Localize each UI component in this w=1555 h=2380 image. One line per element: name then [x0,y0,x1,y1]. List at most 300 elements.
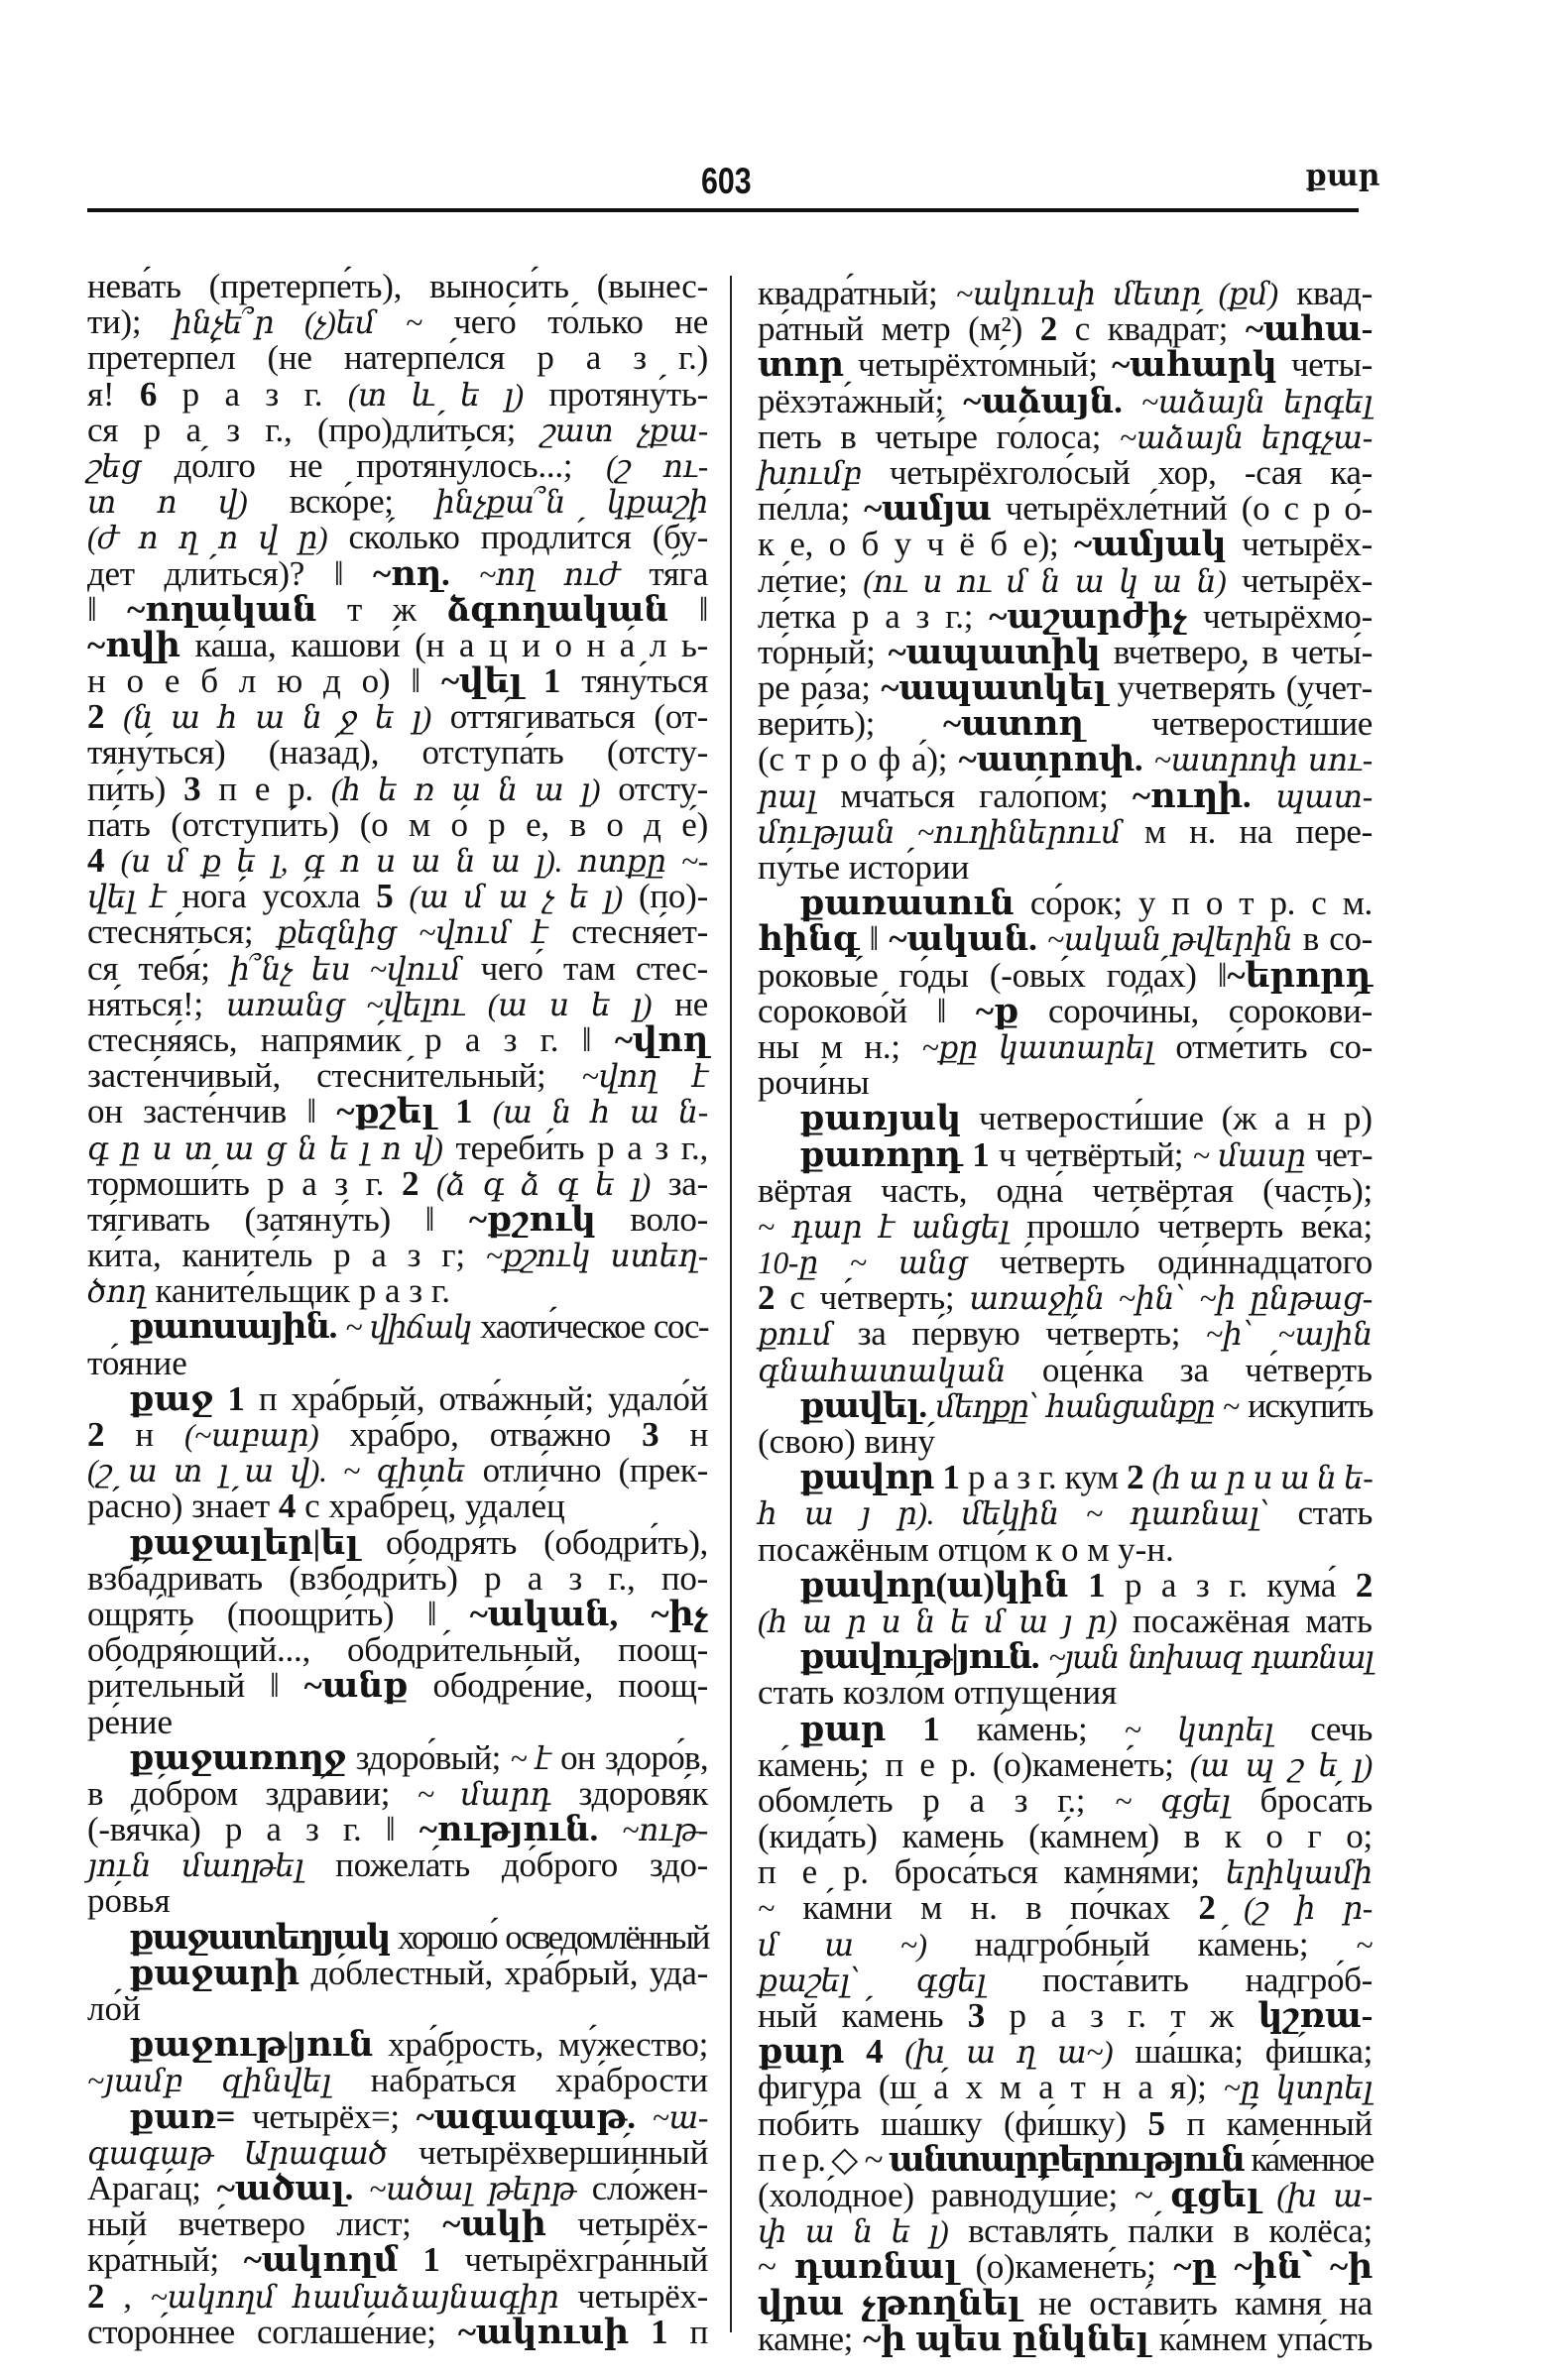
entry-line [87,914,708,950]
text [1123,382,1141,420]
italic-example: գ ը ս տ ա ց ն ե լ ո վ) [87,1130,443,1166]
text: ободря́ть (ободри́ть), [358,1522,708,1562]
bold-term: ~ովի [87,625,180,664]
italic-example: տ ո վ) [87,485,248,521]
text: тяну́ться [560,661,708,701]
entry-line [758,2103,1373,2143]
dictionary-entry [87,1917,708,1957]
text: искупи́ть [1238,1385,1373,1425]
text [1037,919,1047,958]
text: не [652,984,708,1023]
entry-line [758,955,1373,995]
dictionary-entry [87,269,708,1309]
text: до́лго не протяну́лось...; [140,445,607,485]
text: ри́тельный ‖ [87,1666,304,1706]
entry-line [758,381,1373,420]
italic-example: ~ [1356,1927,1373,1963]
text: хра́бро, отва́жно [318,1415,643,1454]
text [1142,740,1153,778]
text: четырёхле́тний (о с р о́- [991,489,1373,529]
italic-example: ~ դար է անցել [758,1209,1010,1245]
entry-line [758,1495,1373,1531]
left-column [87,269,708,2350]
text: ле́тка р а з г.; [758,596,990,636]
italic-example: մության ~ուղիներում [758,814,1122,850]
italic-example: ~ութ- [622,1813,708,1848]
text: р а з г. [157,374,348,414]
italic-example: (խ ա ղ ա~) [904,2035,1114,2071]
text: здоро́вый; [345,1737,511,1777]
italic-example: ~ատրոփ սու- [1153,743,1373,778]
italic-example: (~աբար) [184,1418,319,1453]
entry-line [87,948,709,988]
page-number: 603 [701,161,752,201]
italic-example: ~քը կատարել [921,1029,1154,1065]
bold-term: կշռա- [1257,1996,1373,2035]
entry-line [87,663,708,699]
text: п е р. броса́ться камня́ми; [758,1852,1226,1892]
bold-term: ~ամյա [864,489,992,529]
dictionary-entry [87,2027,708,2098]
text: пожела́ть до́брого здо- [303,1845,708,1885]
italic-example: հ ա յ ր). մեկին ~ դառնալ՝ [758,1496,1270,1532]
text: ре́ние [87,1702,174,1741]
entry-line [87,340,708,376]
italic-example: ~ [758,1891,775,1927]
italic-example: (ժ ո ղ ո վ ը) [87,521,328,556]
italic-example: (հ ա ր ս ա ն ե- [1151,1461,1374,1496]
entry-line [87,553,708,593]
bold-term: 2 [758,1278,776,1318]
entry-line [758,1529,1373,1569]
bold-term: ~ական, ~իչ [469,1594,708,1633]
bold-term: 2 [1198,1888,1216,1928]
entry-line [758,1601,1373,1640]
text: (с т р о ф а́); [758,740,959,779]
text: чего́ там стес- [460,948,709,988]
entry-line [87,1273,708,1309]
text: ка́мнем упа́сть [1148,2319,1373,2358]
text: ра́тный метр (м²) [758,309,1040,349]
bold-term: քավել. [799,1385,926,1425]
bold-term: քավոր(ա)կին 1 [799,1565,1106,1605]
text: сечь [1272,1709,1373,1748]
entry-line [87,1378,708,1418]
entry-line [87,1917,708,1957]
header-rule [87,208,1359,212]
bold-term: 5 [376,877,394,916]
italic-example: ~յամբ զինվել [87,2064,331,2099]
entry-line [87,1991,708,2027]
text [419,1164,436,1203]
italic-example: երիկամի [1225,1855,1373,1891]
text: с квадра́т; [1056,309,1246,349]
entry-line [758,1744,1373,1784]
italic-example: (ա պ շ ե լ) [1189,1747,1373,1783]
bold-term: ~ություն. [419,1810,598,1849]
bold-term: ~ը ~ին՝ ~ի [1173,2247,1373,2287]
bold-term: ~ապատկել [881,668,1107,708]
text: вёртая часть, одна́ четвёртая (часть); [758,1170,1373,1210]
entry-line [87,1453,708,1488]
italic-example: (շ ա տ լ ա վ). ~ գիտե [87,1454,466,1489]
dictionary-entry [87,1522,708,1741]
entry-line [87,1238,708,1273]
entry-line [758,775,1373,815]
text: рочи́ны [758,1063,870,1103]
text: отме́тить со- [1153,1026,1374,1066]
text: четырёх- [1226,560,1374,600]
text: броса́ть [1230,1780,1373,1820]
italic-example: գնահատական [758,1353,1007,1388]
entry-line [87,410,708,449]
bold-term: հինգ [758,919,860,959]
italic-example: ~ա- [652,2099,708,2135]
text: н [104,1415,184,1454]
entry-line [87,1558,708,1598]
bold-term: 3 [967,1996,985,2035]
text: ободря́ющий..., ободри́тельный, поощ- [87,1630,708,1670]
text: обомле́ть р а з г.; [758,1780,1116,1820]
entry-line [758,2213,1373,2249]
dictionary-entry [758,886,1373,1101]
italic-example: ինչե՞ր (չ)եմ ~ [173,305,422,341]
text: сло́жен- [575,2168,708,2207]
text: оце́нка за че́тверть [1006,1350,1373,1389]
text: я! [87,374,140,414]
text: надгро́бный ка́мень; [926,1924,1357,1964]
bold-term: քավութ|յուն. [799,1637,1038,1677]
bold-term: քաջարի [129,1953,299,1992]
text: (кида́ть) ка́мень (ка́мнем) в к о г о; [758,1817,1373,1856]
entry-line [87,1343,708,1382]
text: сорочи́ны, сорокови́- [1018,991,1373,1030]
text: (по)- [623,877,708,916]
text: каните́льщик р а з г. [146,1271,451,1311]
bold-term: ձգողական [446,589,668,629]
bold-term: ~անք [303,1666,409,1706]
text: ти); [87,302,174,342]
text: с че́тверть; [775,1278,970,1318]
entry-line [758,886,1373,921]
entry-line [758,276,1373,311]
dictionary-entry [758,1460,1373,1568]
italic-example: առաջին ~ին՝ ~ի ընթաց- [969,1281,1373,1317]
bold-term: քար 4 [758,2032,884,2072]
text: ле́тие; [758,560,864,600]
bold-term: քաջ 1 [129,1378,245,1418]
bold-term: 3 [183,769,201,808]
text: пе́лла; [758,489,865,529]
italic-example: ~ է [510,1740,551,1776]
entry-line [758,921,1373,957]
entry-line [87,879,708,914]
text [336,1307,345,1346]
bold-term: քաջալեր|ել [129,1522,359,1562]
text: здоровя́к [550,1773,708,1813]
text: прошло́ че́тверть ве́ка; [1009,1206,1373,1246]
bold-term: 2 [1355,1565,1373,1605]
italic-example: ~ակողմ համաձայնագիր [150,2279,559,2315]
text: ша́шка; фи́шка; [1113,2032,1374,2072]
italic-example: ~ մարդ [417,1776,551,1812]
text [636,2097,653,2136]
text [1216,1888,1245,1927]
entry-line [758,1424,1373,1460]
text: поста́вить надгро́б- [985,1960,1373,1999]
bold-term: 2 [1039,309,1057,349]
bold-term: ~ածալ. [216,2168,354,2207]
bold-term: ~աձայն. [963,381,1123,420]
bold-term: քաջառողջ [129,1737,346,1777]
entry-line [87,1953,708,1992]
text: пи́ть) [87,769,184,808]
entry-line [758,1065,1373,1101]
bold-term: ~վող [614,1019,708,1059]
text [926,1386,936,1425]
bold-term: վրա չթողնել [758,2283,1021,2322]
bold-term: ~ողական [127,589,317,629]
entry-line [87,2063,708,2098]
entry-line [758,1101,1373,1136]
entry-line [87,1594,708,1633]
entry-line [87,1883,708,1919]
italic-example: ~ գցել [1115,1783,1231,1819]
entry-line [87,1522,708,1562]
bold-term: ~ակի [442,2204,546,2244]
text: (холо́дное) равноду́шие; ~ [758,2175,1170,2214]
entry-line [758,2070,1373,2105]
text: м н. на пере- [1121,811,1374,851]
bold-term: քար 1 [799,1709,940,1748]
italic-example: ~ող ուժ [479,556,620,592]
italic-example: (ս մ ք ե լ, գ ո ս ա ն ա լ). ոտքը ~- [120,844,708,879]
entry-line [758,1245,1373,1280]
bold-term: 2 [87,1415,105,1454]
italic-example: (ա մ ա չ ե լ) [409,880,624,915]
entry-line [758,670,1373,706]
text: стесня́ет- [547,912,709,952]
text: воло- [595,1199,708,1239]
text: дет дли́ться)? ‖ [87,553,373,593]
entry-line [758,1170,1373,1210]
italic-example: ի՞նչ ես ~վում [229,951,461,987]
text: ный ка́мень [758,1996,968,2035]
text: роковы́е го́ды (-овы́х года́х) ‖ [758,955,1228,995]
entry-line [87,1417,708,1453]
text: четверости́шие (ж а н р) [961,1099,1373,1138]
entry-line [758,1026,1374,1066]
text: тормоши́ть р а з г. [87,1163,402,1203]
text: за- [651,1163,708,1203]
entry-line [758,2321,1373,2357]
italic-example: (ու ս ու մ ն ա կ ա ն) [863,563,1227,599]
right-column [758,276,1373,2357]
text: пу́тье исто́рии [758,848,970,887]
entry-line [758,1206,1373,1246]
text: петь в четы́ре го́лоса; [758,416,1121,456]
text: претерпе́л (не натерпе́лся р а з г.) [87,338,708,378]
italic-example: ինչքա՞ն կքաշի [434,485,708,521]
bold-term: ~ամյակ [1074,525,1227,564]
bold-term: ~ի պես ընկնել [863,2319,1149,2358]
entry-line [87,304,708,340]
entry-line [87,984,708,1023]
bold-term: ~վել 1 [440,661,561,701]
bold-term: 4 [87,841,105,880]
entry-line [758,1960,1373,1999]
italic-example: (ն ա հ ա ն ջ ե լ) [123,700,431,736]
text: чего́ то́лько не [421,302,709,342]
entry-line [758,416,1373,456]
entry-line [758,1316,1373,1352]
entry-line [758,2249,1373,2285]
column-divider [730,276,732,2332]
text: четырёхмо- [1186,596,1373,636]
entry-line [87,804,708,844]
text: п хра́брый, отва́жный; удало́й [244,1378,708,1418]
text: вери́ть); [758,704,943,744]
text: сороково́й ‖ [758,991,976,1030]
text: четырёх- [545,2204,708,2244]
text: п [667,2312,708,2351]
bold-term: 2 [87,697,105,737]
text: засте́нчивый, стесни́тельный; [87,1056,582,1096]
entry-line [87,1019,708,1059]
text: до́блестный, хра́брый, уда- [299,1953,708,1992]
text: нога́ усо́хла [166,877,377,916]
italic-example: յուն մաղթել [87,1848,304,1884]
text: в до́бром здра́вии; [87,1773,418,1813]
bold-term: 2 [401,1163,419,1203]
italic-example: ~ի՝ ~ային [1206,1317,1373,1353]
italic-example: (խ ա- [1276,2178,1373,2213]
italic-example: ~ակուսի մետր (քմ) [956,277,1278,311]
entry-line [758,452,1373,492]
text: ‖ [859,919,890,959]
text: н о е б л ю д о) ‖ [87,661,441,701]
entry-line [87,1199,708,1239]
entry-line [758,1890,1373,1926]
text [883,2032,904,2071]
bold-term: ~քշուկ [468,1199,596,1239]
entry-line [87,1847,708,1883]
entry-line [758,1998,1373,2034]
text: мча́ться гало́пом; [815,775,1133,815]
dictionary-entry [758,276,1373,886]
text: вско́ре; [247,482,435,522]
text: п е р. ◇ ~ [758,2139,889,2179]
entry-line [87,589,709,629]
italic-example: ~քշուկ ստեղ- [485,1239,708,1274]
entry-line [758,311,1373,347]
bold-term: ~ահա- [1245,309,1373,349]
italic-example: շեց [87,448,141,484]
text: ско́лько продли́тся (бу́- [327,518,708,557]
italic-example: մեղքը՝ հանցանքը ~ [935,1388,1239,1424]
entry-line [87,1309,708,1345]
text: че́тверть оди́ннадцатого [967,1243,1373,1282]
entry-line [758,1280,1373,1316]
entry-line [87,1488,708,1524]
entry-line [87,1632,708,1668]
text: вставля́ть па́лки в колёса; [948,2211,1373,2251]
text: четы- [1276,345,1373,385]
italic-example: վել է [87,880,167,915]
bold-term: քառասուն [799,884,1015,923]
entry-line [758,706,1373,742]
text: отли́чно (прек- [465,1451,708,1490]
entry-line [758,632,1373,671]
text: ‖ [667,589,709,629]
text: четырёхгра́нный [439,2240,708,2280]
text: четырёхверши́нный [387,2132,708,2172]
italic-example: քեզնից ~վում է [277,915,548,951]
entry-line [758,2034,1373,2070]
entry-line [758,991,1373,1030]
text: т ж [316,589,447,629]
text: ка́менное [1243,2139,1373,2179]
entry-line [87,1163,708,1203]
italic-example: (շ ու- [606,448,708,484]
italic-example: գագաթ Արագած [87,2135,388,2171]
italic-example: ~ կտրել [1124,1712,1273,1747]
bold-term: ~ակողմ 1 [243,2240,440,2280]
text: тя́га [619,553,708,593]
entry-line [87,699,708,735]
bold-term: գցել [1169,2175,1260,2214]
bold-term: տոր [758,345,844,385]
italic-example: ~ վիճակ [345,1310,471,1346]
text: Арага́ц; [87,2168,217,2207]
bold-term: ~քշել 1 [336,1092,473,1131]
bold-term: 2 [1127,1458,1143,1497]
text: р а з г. т ж [984,1996,1258,2035]
text: тя́гивать (затяну́ть) ‖ [87,1199,469,1239]
text: ки́та, каните́ль р а з г; [87,1236,486,1275]
italic-example: (տ և ե լ) [347,377,524,413]
entry-line [87,1668,708,1704]
text: ся тебя́; [87,948,230,988]
italic-example: ~աձայն երգչա- [1120,419,1373,455]
italic-example: (ձ գ ձ գ ե լ) [435,1166,652,1202]
bold-term: քառյակ [799,1099,962,1138]
text [353,2169,369,2207]
entry-line [87,2027,708,2063]
text [598,1810,622,1848]
text: ре ра́за; [758,668,882,708]
text: стесня́ясь, напрями́к р а з г. ‖ [87,1019,615,1059]
italic-example: ~աձայն երգել [1141,384,1373,419]
text: кра́тный; [87,2240,244,2280]
text [1143,1458,1152,1496]
italic-example: ~ական թվերին [1046,922,1293,958]
text: ‖ [87,589,128,629]
text: в со- [1292,919,1374,959]
text [104,697,123,736]
text: оття́гиваться (от- [430,697,708,737]
text: (-вя́чка) р а з г. ‖ [87,1810,419,1849]
bold-term: ~ապատիկ [888,632,1101,671]
italic-example: ~վող է [581,1059,708,1095]
bold-term: քավոր 1 [799,1458,960,1497]
text: ка́мень; [939,1709,1125,1748]
entry-line [758,1565,1373,1605]
text: за пе́рвую че́тверть; [831,1314,1207,1354]
entry-line [758,1854,1373,1890]
entry-line [87,1130,708,1166]
text [1038,1637,1048,1676]
